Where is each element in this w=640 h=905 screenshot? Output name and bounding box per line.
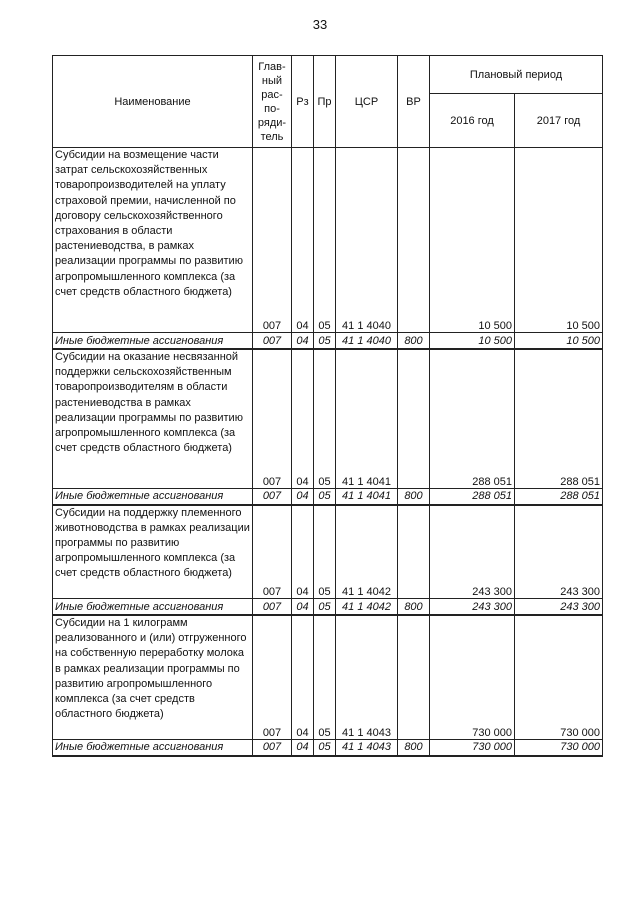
- row-vr: [398, 505, 430, 599]
- row-vr: [398, 349, 430, 488]
- header-chief-line: ряди-: [257, 116, 287, 129]
- row-vr: 800: [398, 488, 430, 505]
- table-row-subsidy: [53, 505, 603, 599]
- row-2017: 243 300: [515, 505, 603, 599]
- row-2017: 10 500: [515, 148, 603, 333]
- row-pr: 05: [314, 599, 336, 616]
- row-pr: 05: [314, 615, 336, 739]
- row-csr: 41 1 4041: [336, 349, 398, 488]
- row-gr: 007: [253, 739, 292, 756]
- row-pr: 05: [314, 739, 336, 756]
- row-csr: 41 1 4042: [336, 505, 398, 599]
- row-rz: 04: [292, 349, 314, 488]
- table-row-other: [53, 333, 603, 350]
- table-row-subsidy: [53, 349, 603, 488]
- row-csr: 41 1 4040: [336, 148, 398, 333]
- row-2017: 730 000: [515, 739, 603, 756]
- row-vr: 800: [398, 333, 430, 350]
- row-csr: 41 1 4043: [336, 739, 398, 756]
- header-name: Наименование: [53, 56, 253, 148]
- row-name: Субсидии на оказание несвязанной поддержки сельскохозяйственным товаропроизводителям в области растениеводства в рамках реализации программы по развитию агропромышленного комплекса (за счет средств областного бюджета): [53, 349, 253, 488]
- row-name: Субсидии на 1 килограмм реализованного и (или) отгруженного на собственную переработку молока в рамках реализации программы по развитию агропромышленного комплекса (за счет средств областного бюджета): [53, 615, 253, 739]
- row-2017: 288 051: [515, 488, 603, 505]
- row-csr: 41 1 4040: [336, 333, 398, 350]
- row-gr: 007: [253, 599, 292, 616]
- row-rz: 04: [292, 488, 314, 505]
- row-vr: [398, 615, 430, 739]
- row-pr: 05: [314, 333, 336, 350]
- row-rz: 04: [292, 615, 314, 739]
- header-chief-line: ный: [261, 74, 283, 87]
- row-2016: 243 300: [430, 505, 515, 599]
- row-rz: 04: [292, 505, 314, 599]
- budget-table: [52, 55, 603, 757]
- row-gr: 007: [253, 349, 292, 488]
- row-pr: 05: [314, 505, 336, 599]
- row-2016: 10 500: [430, 148, 515, 333]
- row-gr: 007: [253, 615, 292, 739]
- header-year-2016: 2016 год: [430, 94, 515, 148]
- row-2016: 730 000: [430, 615, 515, 739]
- row-name: Иные бюджетные ассигнования: [53, 739, 253, 756]
- header-chief-line: тель: [260, 130, 284, 143]
- row-2016: 10 500: [430, 333, 515, 350]
- row-name: Иные бюджетные ассигнования: [53, 599, 253, 616]
- row-name: Иные бюджетные ассигнования: [53, 333, 253, 350]
- header-vr: ВР: [398, 56, 430, 148]
- row-2017: 243 300: [515, 599, 603, 616]
- row-vr: 800: [398, 739, 430, 756]
- header-chief-line: Глав-: [258, 60, 286, 73]
- row-2017: 10 500: [515, 333, 603, 350]
- row-2017: 730 000: [515, 615, 603, 739]
- row-pr: 05: [314, 488, 336, 505]
- row-rz: 04: [292, 739, 314, 756]
- header-csr: ЦСР: [336, 56, 398, 148]
- row-2017: 288 051: [515, 349, 603, 488]
- row-2016: 243 300: [430, 599, 515, 616]
- row-csr: 41 1 4043: [336, 615, 398, 739]
- table-row-subsidy: [53, 615, 603, 739]
- table-row-other: [53, 488, 603, 505]
- row-vr: [398, 148, 430, 333]
- row-2016: 288 051: [430, 488, 515, 505]
- row-2016: 288 051: [430, 349, 515, 488]
- page-number: 33: [312, 17, 328, 32]
- row-gr: 007: [253, 333, 292, 350]
- header-pr: Пр: [314, 56, 336, 148]
- header-chief-line: рас-: [261, 88, 283, 101]
- row-csr: 41 1 4042: [336, 599, 398, 616]
- row-2016: 730 000: [430, 739, 515, 756]
- row-pr: 05: [314, 148, 336, 333]
- row-pr: 05: [314, 349, 336, 488]
- row-rz: 04: [292, 599, 314, 616]
- table-row-other: [53, 599, 603, 616]
- row-csr: 41 1 4041: [336, 488, 398, 505]
- table-row-subsidy: [53, 148, 603, 333]
- row-name: Субсидии на возмещение части затрат сельскохозяйственных товаропроизводителей на уплату страховой премии, начисленной по договору сельскохозяйственного страхования в области растениеводства, в рамках реализации программы по развитию агропромышленного комплекса (за счет средств областного бюджета): [53, 148, 253, 333]
- header-rz: Рз: [292, 56, 314, 148]
- header-chief-line: по-: [264, 102, 280, 115]
- row-name: Иные бюджетные ассигнования: [53, 488, 253, 505]
- row-rz: 04: [292, 333, 314, 350]
- table-row-other: [53, 739, 603, 756]
- row-gr: 007: [253, 148, 292, 333]
- row-vr: 800: [398, 599, 430, 616]
- header-chief-administrator: [253, 56, 292, 148]
- row-gr: 007: [253, 488, 292, 505]
- row-name: Субсидии на поддержку племенного животноводства в рамках реализации программы по развитию агропромышленного комплекса (за счет средств областного бюджета): [53, 505, 253, 599]
- row-rz: 04: [292, 148, 314, 333]
- header-year-2017: 2017 год: [515, 94, 603, 148]
- row-gr: 007: [253, 505, 292, 599]
- header-planned-period: Плановый период: [430, 56, 603, 94]
